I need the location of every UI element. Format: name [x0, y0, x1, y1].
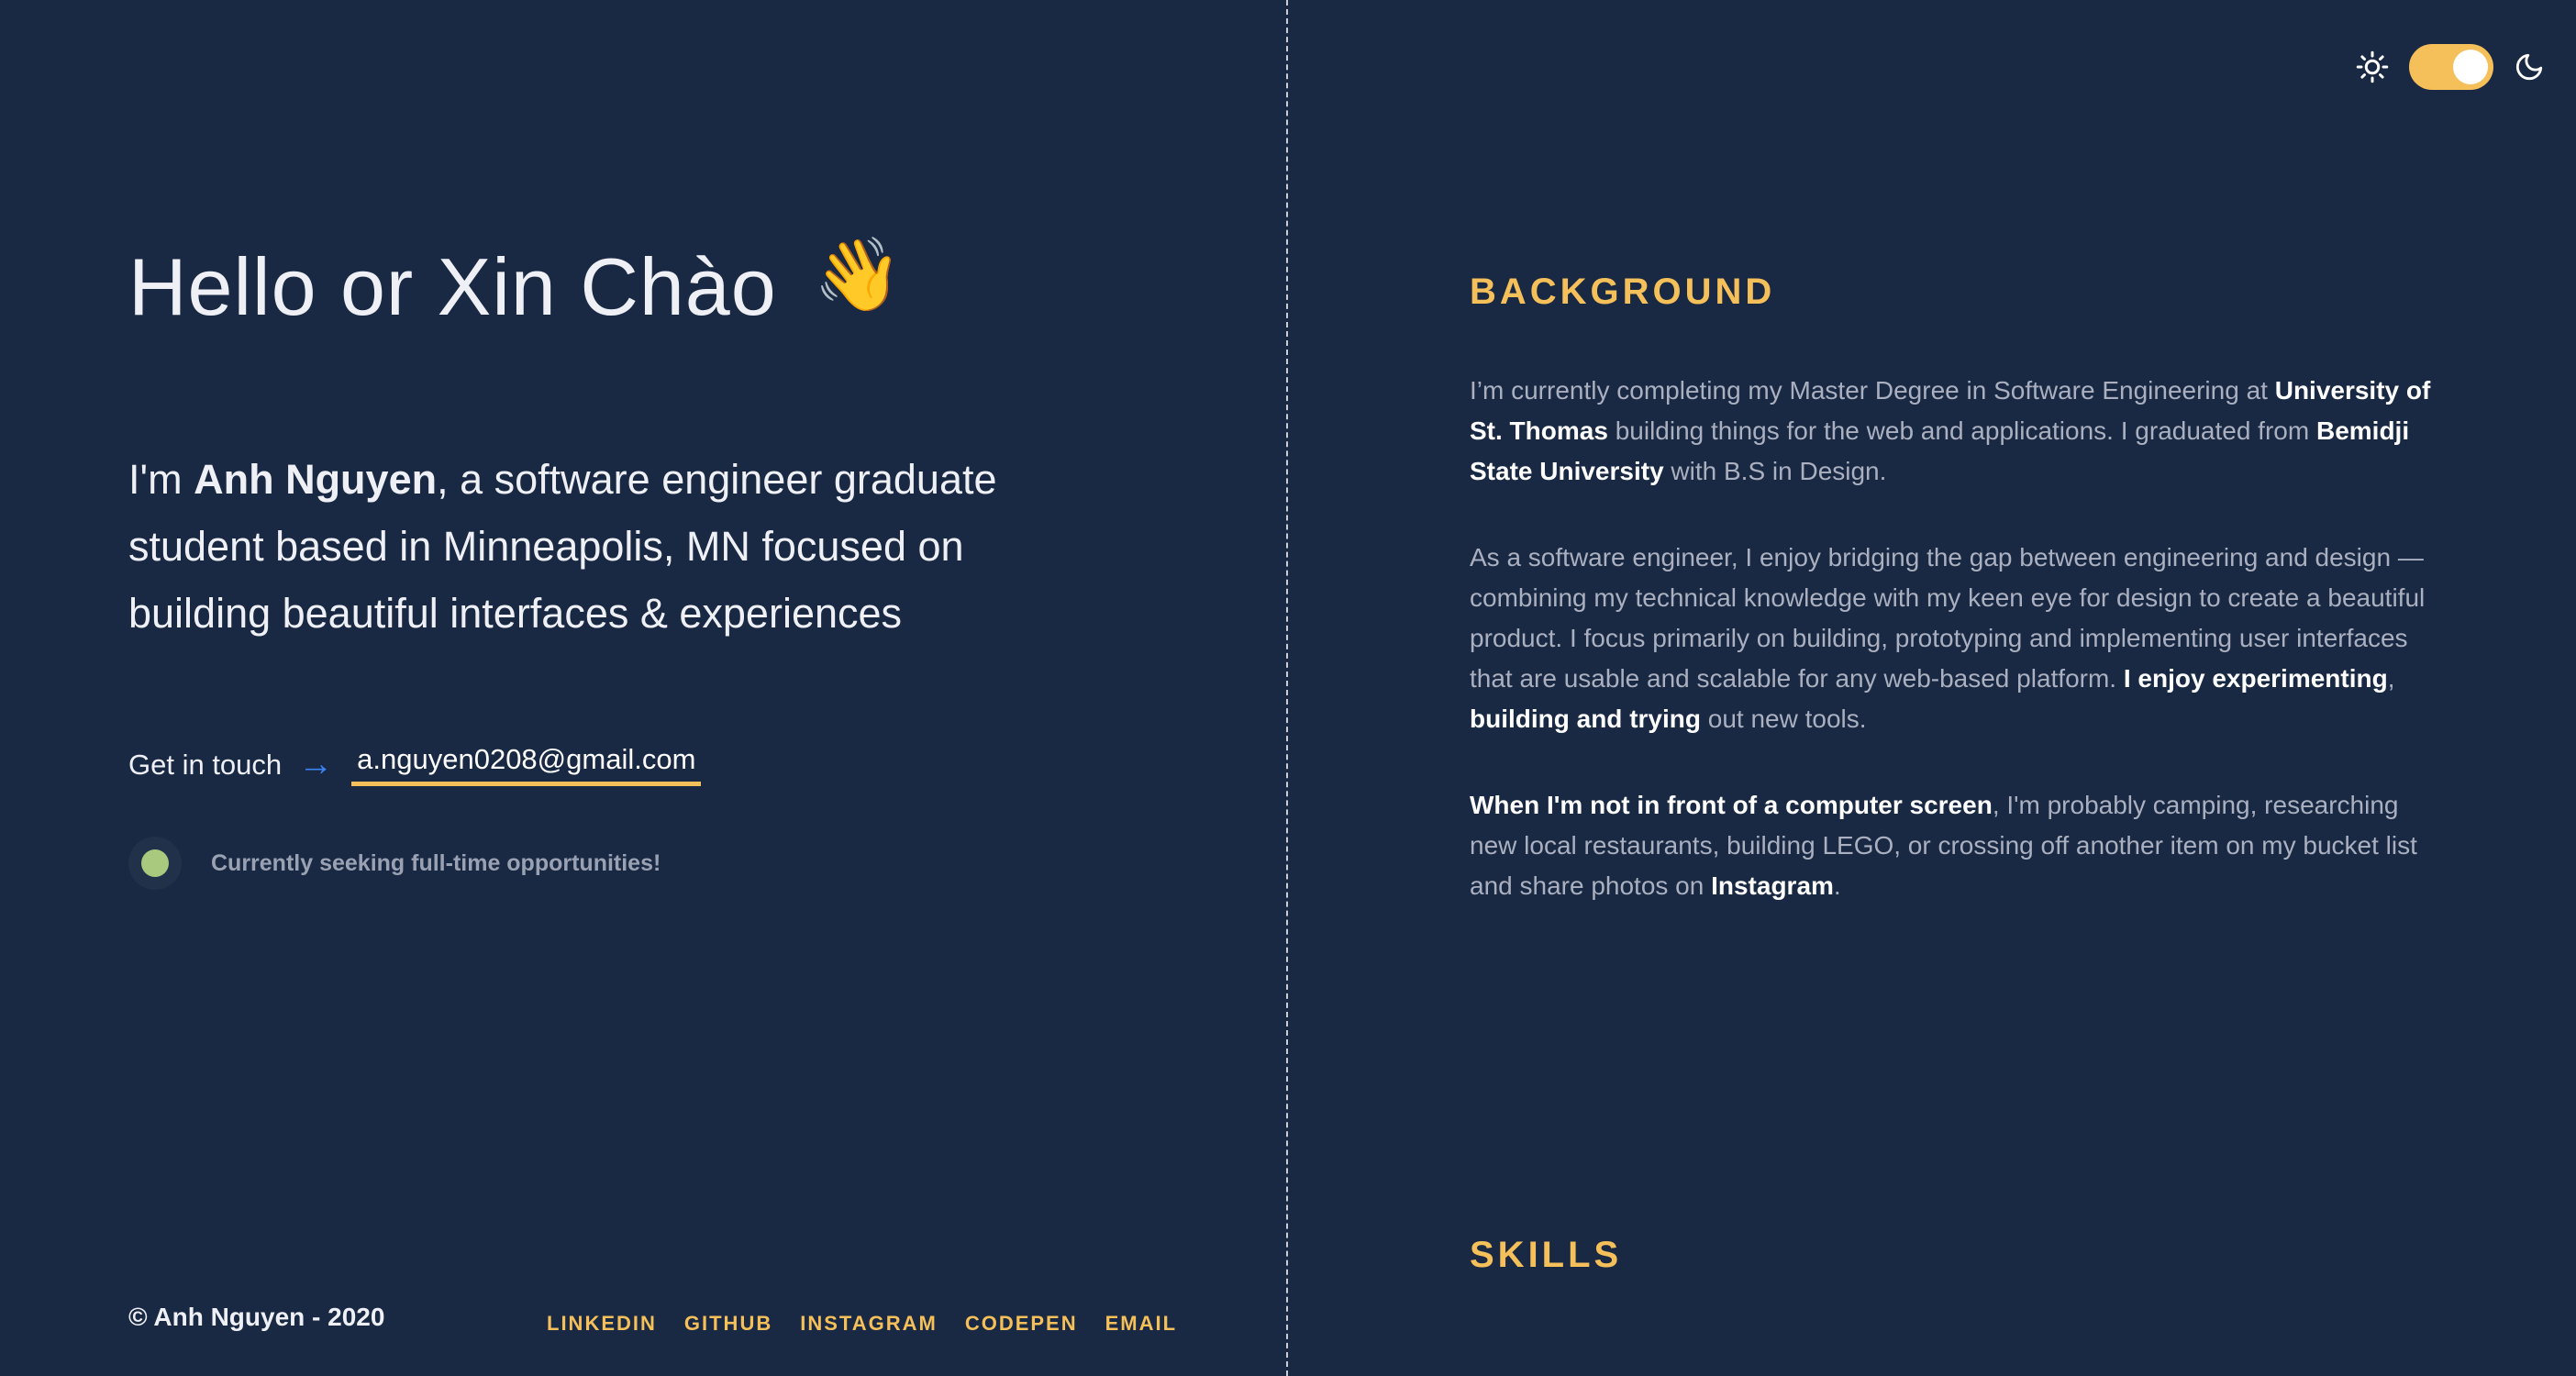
instagram-link[interactable]: INSTAGRAM	[800, 1312, 938, 1335]
intro-text	[128, 446, 1083, 647]
text: .	[1833, 871, 1841, 900]
university-name: Bemidji State University	[1470, 416, 2410, 485]
github-link[interactable]: GITHUB	[683, 1312, 773, 1335]
email-footer-link[interactable]: EMAIL	[1105, 1312, 1178, 1335]
greeting-heading	[128, 234, 904, 334]
text: As a software engineer, I enjoy bridging the gap between engineering and design — combining my technical knowledge with my keen eye for design to create a beautiful product. I focus primarily on building, prototyping and implementing user interfaces that are usable and scalable for any web-based platform.	[1470, 543, 2426, 693]
emphasis: building and trying	[1470, 705, 1701, 733]
intro-panel	[0, 0, 1286, 1376]
contact-row	[128, 743, 701, 786]
codepen-link[interactable]: CODEPEN	[964, 1312, 1078, 1335]
emphasis: I enjoy experimenting	[2123, 664, 2388, 693]
text: I’m currently completing my Master Degree in Software Engineering at	[1470, 376, 2275, 405]
greeting-text: Hello or Xin Chào	[128, 241, 777, 332]
background-paragraph-1	[1470, 371, 2442, 492]
text: building things for the web and applications. I graduated from	[1607, 416, 2316, 445]
background-paragraph-2	[1470, 538, 2442, 739]
sun-icon	[2356, 50, 2389, 83]
text: with B.S in Design.	[1663, 457, 1887, 485]
skills-heading: SKILLS	[1470, 1235, 1623, 1275]
emphasis: When I'm not in front of a computer screen	[1470, 791, 1993, 819]
contact-label: Get in touch	[128, 748, 283, 781]
divider	[1286, 0, 1288, 1376]
background-text	[1470, 371, 2442, 952]
university-name: University of St. Thomas	[1470, 376, 2431, 445]
waving-hand-icon: 👋	[813, 234, 904, 315]
intro-name: Anh Nguyen	[194, 456, 438, 503]
text: out new tools.	[1700, 705, 1867, 733]
availability-status	[128, 837, 661, 890]
status-text: Currently seeking full-time opportunities!	[211, 849, 661, 876]
arrow-right-icon: →	[298, 745, 334, 783]
status-indicator-icon	[128, 837, 182, 890]
toggle-knob	[2453, 50, 2488, 84]
moon-icon	[2514, 51, 2545, 83]
email-link[interactable]: a.nguyen0208@gmail.com	[351, 743, 701, 786]
instagram-mention: Instagram	[1711, 871, 1834, 900]
theme-toggle[interactable]	[2409, 44, 2493, 90]
background-paragraph-3	[1470, 785, 2442, 906]
theme-toggle-group	[2356, 44, 2545, 90]
linkedin-link[interactable]: LINKEDIN	[547, 1312, 657, 1335]
background-heading: BACKGROUND	[1470, 272, 1776, 312]
copyright: © Anh Nguyen - 2020	[128, 1303, 385, 1331]
social-links	[547, 1312, 1177, 1336]
text: , I'm probably camping, researching new local restaurants, building LEGO, or crossing off another item on my bucket list and share photos on	[1470, 791, 2417, 900]
text: ,	[2387, 664, 2395, 693]
intro-suffix: , a software engineer graduate student based in Minneapolis, MN focused on building beautiful interfaces & experiences	[128, 456, 997, 637]
intro-prefix: I'm	[128, 456, 194, 503]
